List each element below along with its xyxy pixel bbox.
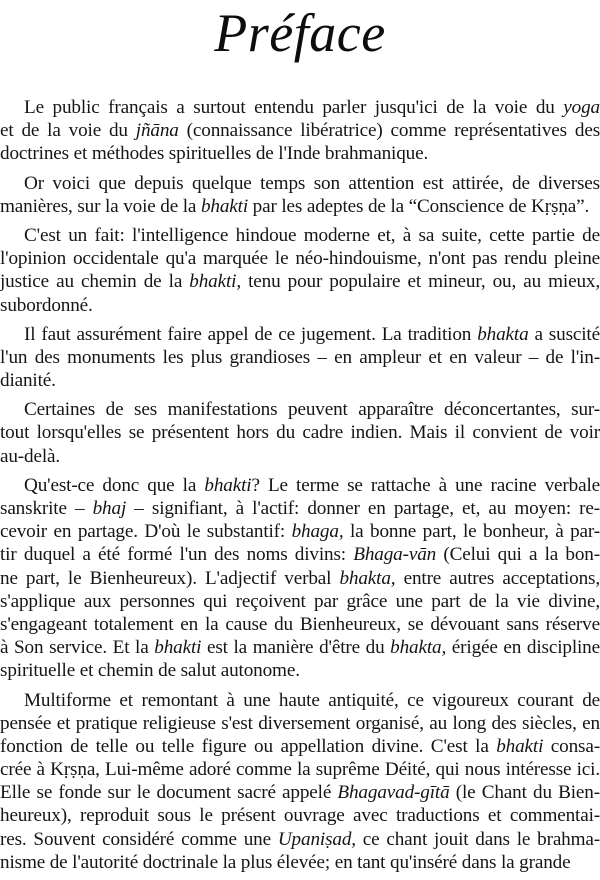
- text-line: [0, 758, 600, 781]
- text-line: [0, 781, 600, 804]
- text-line: [0, 474, 600, 497]
- text-run: Il faut assurément faire appel de ce jugement. La tradition: [24, 323, 478, 345]
- text-run: s'engageant totalement en la cause du Bienheureux, se dévouant sans réserve: [0, 613, 600, 635]
- text-run: spirituelle et chemin de salut autonome.: [0, 660, 300, 682]
- text-run: tir duquel a été formé l'un des noms divins:: [0, 544, 354, 566]
- text-run: ? Le terme se rattache à une racine verbale: [251, 474, 600, 496]
- text-line: [0, 270, 600, 293]
- text-run: érigée en discipline: [446, 637, 600, 659]
- text-line: [0, 323, 600, 346]
- text-run: doctrines et méthodes spirituelles de l'Inde brahmanique.: [0, 143, 429, 165]
- text-run: dianité.: [0, 370, 56, 392]
- text-line: [0, 369, 600, 392]
- text-run: (le Chant du Bien-: [449, 782, 600, 804]
- text-run: par les adeptes de la “Conscience de Kṛṣṇa”.: [248, 195, 590, 217]
- paragraph: [0, 224, 600, 317]
- text-run: l'un des monuments les plus grandioses – en ampleur et en valeur – de l'in-: [0, 346, 600, 368]
- text-run: au-delà.: [0, 445, 61, 467]
- text-line: [0, 142, 600, 165]
- text-run: Certaines de ses manifestations peuvent apparaître déconcertantes, sur-: [24, 399, 600, 421]
- paragraph: [0, 474, 600, 683]
- text-run: ne part, le Bienheureux). L'adjectif verbal: [0, 567, 340, 589]
- italic-term: yoga: [563, 97, 600, 118]
- italic-term: Bhagavad-gītā: [337, 782, 450, 804]
- text-run: ce chant jouit dans le brahma-: [355, 828, 600, 850]
- text-line: [0, 712, 600, 735]
- text-line: [0, 590, 600, 613]
- italic-term: bhakti: [496, 735, 544, 757]
- text-run: Or voici que depuis quelque temps son attention est attirée, de diverses: [24, 172, 600, 194]
- text-run: – signifiant, à l'actif: donner en partage, et, au moyen: re-: [126, 498, 600, 519]
- italic-term: Upaniṣad,: [277, 828, 356, 850]
- text-line: [0, 172, 600, 195]
- italic-term: bhaj: [92, 498, 127, 519]
- text-run: sanskrite –: [0, 498, 93, 519]
- text-line: [0, 421, 600, 444]
- text-run: entre autres acceptations,: [395, 567, 600, 589]
- text-line: [0, 119, 600, 142]
- text-run: C'est un fait: l'intelligence hindoue moderne et, à sa suite, cette partie de: [24, 224, 600, 246]
- text-line: [0, 851, 600, 874]
- text-line: [0, 567, 600, 590]
- italic-term: bhakta,: [390, 637, 447, 659]
- body-text: [0, 96, 600, 880]
- paragraph: [0, 96, 600, 166]
- text-line: [0, 804, 600, 827]
- italic-term: bhaga,: [291, 521, 344, 543]
- text-run: nisme de l'autorité doctrinale la plus élevée; en tant qu'inséré dans la grande: [0, 851, 571, 873]
- italic-term: bhakti: [154, 637, 202, 659]
- text-run: à Son service. Et la: [0, 637, 155, 659]
- text-run: justice au chemin de la: [0, 271, 190, 293]
- text-run: Multiforme et remontant à une haute antiquité, ce vigoureux courant de: [24, 689, 600, 711]
- text-run: s'applique aux personnes qui reçoivent par grâce une part de la vie divine,: [0, 590, 600, 612]
- text-run: manières, sur la voie de la: [0, 195, 201, 217]
- text-line: [0, 659, 600, 682]
- italic-term: bhakta,: [339, 567, 396, 589]
- text-run: (Celui qui a la bon-: [436, 544, 600, 566]
- text-line: [0, 294, 600, 317]
- italic-term: bhakta: [477, 323, 529, 345]
- text-line: [0, 445, 600, 468]
- text-line: [0, 96, 600, 119]
- text-run: Qu'est-ce donc que la: [24, 474, 205, 496]
- paragraph: [0, 689, 600, 875]
- text-run: et de la voie du: [0, 120, 136, 142]
- text-run: Le public français a surtout entendu parler jusqu'ici de la voie du: [24, 97, 564, 118]
- text-run: pensée et pratique religieuse s'est diversement organisé, au long des siècles, en: [0, 712, 600, 734]
- text-run: heureux), reproduit sous le présent ouvrage avec traductions et commentai-: [0, 805, 600, 827]
- text-run: cevoir en partage. D'où le substantif:: [0, 521, 292, 543]
- text-line: [0, 195, 600, 218]
- text-line: [0, 636, 600, 659]
- paragraph: [0, 398, 600, 468]
- text-run: la bonne part, le bonheur, à par-: [343, 521, 600, 543]
- text-run: l'opinion occidentale qu'a marquée le néo-hindouisme, n'ont pas rendu pleine: [0, 248, 600, 270]
- text-line: [0, 543, 600, 566]
- text-line: [0, 224, 600, 247]
- text-line: [0, 828, 600, 851]
- paragraph: [0, 172, 600, 218]
- text-line: [0, 398, 600, 421]
- text-run: consa-: [543, 735, 600, 757]
- italic-term: bhakti,: [189, 271, 241, 293]
- text-run: subordonné.: [0, 294, 93, 316]
- text-run: (connaissance libératrice) comme représentatives des: [178, 120, 600, 142]
- paragraph: [0, 323, 600, 393]
- text-run: res. Souvent considéré comme une: [0, 828, 278, 850]
- text-run: tenu pour populaire et mineur, ou, au mieux,: [241, 271, 600, 293]
- text-run: est la manière d'être du: [201, 637, 391, 659]
- text-run: Elle se fonde sur le document sacré appelé: [0, 782, 338, 804]
- page-title: Préface: [214, 3, 386, 63]
- italic-term: jñāna: [135, 120, 179, 142]
- text-line: [0, 346, 600, 369]
- text-run: a suscité: [528, 323, 600, 345]
- text-line: [0, 497, 600, 520]
- text-line: [0, 735, 600, 758]
- italic-term: bhakti: [204, 474, 252, 496]
- text-line: [0, 613, 600, 636]
- italic-term: bhakti: [200, 195, 248, 217]
- text-line: [0, 689, 600, 712]
- text-run: crée à Kṛṣṇa, Lui-même adoré comme la suprême Déité, qui nous intéresse ici.: [0, 759, 600, 781]
- italic-term: Bhaga-vān: [353, 544, 437, 566]
- text-run: tout lorsqu'elles se présentent hors du cadre indien. Mais il convient de voir: [0, 422, 600, 444]
- text-line: [0, 520, 600, 543]
- text-line: [0, 247, 600, 270]
- text-run: fonction de telle ou telle figure ou appellation divine. C'est la: [0, 735, 497, 757]
